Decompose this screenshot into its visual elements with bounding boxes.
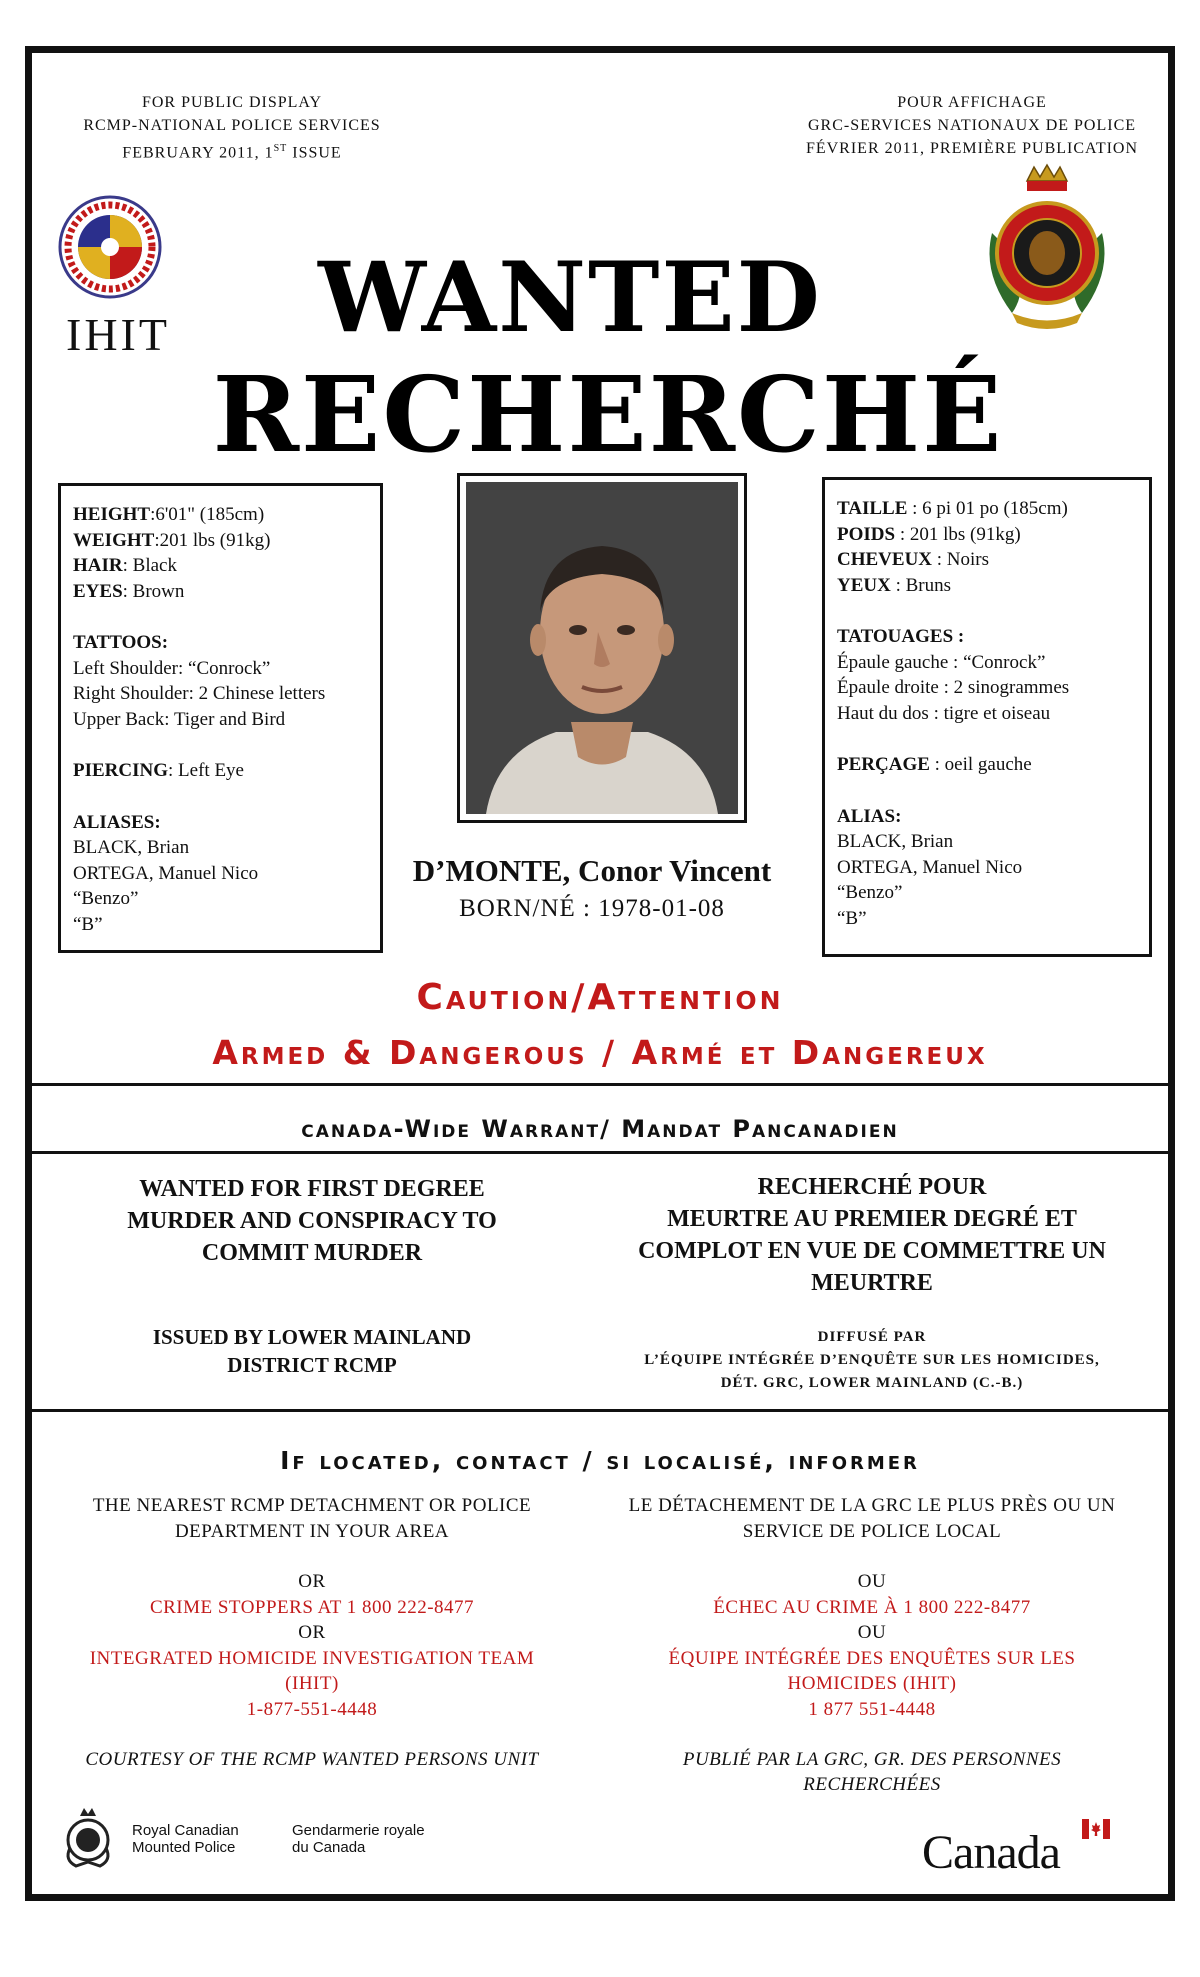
cheveux-row: CHEVEUX : Noirs xyxy=(837,549,990,570)
publication-info-en xyxy=(62,91,402,164)
rcmp-name-line: Mounted Police xyxy=(132,1839,236,1856)
alias-item: “Benzo” xyxy=(73,888,139,909)
armed-dangerous-warning: Armed & Dangerous / Armé et Dangereux xyxy=(212,1033,988,1072)
wanted-poster xyxy=(25,46,1175,1901)
service-line-fr: GRC-SERVICES NATIONAUX DE POLICE xyxy=(807,117,1137,134)
hair-row: HAIR: Black xyxy=(73,555,177,576)
contact-line: DEPARTMENT IN YOUR AREA xyxy=(174,1520,450,1542)
contact-en xyxy=(62,1493,562,1772)
contact-line: THE NEAREST RCMP DETACHMENT OR POLICE xyxy=(92,1495,532,1516)
affichage-line: POUR AFFICHAGE xyxy=(897,94,1047,111)
issue-date-line-fr: FÉVRIER 2011, PREMIÈRE PUBLICATION xyxy=(805,140,1139,157)
contact-fr xyxy=(587,1493,1157,1797)
ou-separator: OU xyxy=(857,1622,887,1643)
crime-stoppers-line: CRIME STOPPERS AT 1 800 222-8477 xyxy=(149,1596,475,1618)
tattoo-item: Left Shoulder: “Conrock” xyxy=(73,657,271,679)
ou-separator: OU xyxy=(857,1571,887,1592)
alias-item: “B” xyxy=(73,913,103,935)
yeux-row: YEUX : Bruns xyxy=(837,574,952,596)
issued-by-fr xyxy=(587,1325,1157,1395)
charge-line: WANTED FOR FIRST DEGREE xyxy=(139,1176,485,1202)
wanted-title: WANTED xyxy=(318,241,822,354)
alias-item-fr: “B” xyxy=(837,907,867,929)
charge-line: MURDER AND CONSPIRACY TO xyxy=(127,1208,497,1234)
height-row: HEIGHT:6'01" (185cm) xyxy=(73,504,265,525)
warrant-banner: canada-Wide Warrant/ Mandat Pancanadien xyxy=(301,1115,899,1143)
description-box-en xyxy=(58,483,383,953)
alias-item-fr: BLACK, Brian xyxy=(837,831,954,852)
canada-flag-icon xyxy=(1082,1819,1110,1839)
taille-row: TAILLE : 6 pi 01 po (185cm) xyxy=(837,498,1068,519)
echec-au-crime-line: ÉCHEC AU CRIME À 1 800 222-8477 xyxy=(713,1596,1031,1618)
ihit-line: (IHIT) xyxy=(285,1673,339,1694)
poids-row: POIDS : 201 lbs (91kg) xyxy=(837,523,1021,545)
mugshot-frame xyxy=(457,473,747,823)
grc-name-line: du Canada xyxy=(292,1839,366,1856)
issued-by-en xyxy=(62,1323,562,1379)
tatouage-item: Épaule droite : 2 sinogrammes xyxy=(837,677,1070,698)
charge-line-fr: RECHERCHÉ POUR xyxy=(757,1174,987,1200)
publication-info-fr xyxy=(777,91,1167,160)
subject-name: D’MONTE, Conor Vincent xyxy=(412,853,772,888)
eyes-row: EYES: Brown xyxy=(73,580,185,602)
grc-name-line: Gendarmerie royale xyxy=(292,1822,425,1839)
rcmp-name-fr xyxy=(292,1822,425,1856)
charges-fr xyxy=(587,1171,1157,1299)
charge-line: COMMIT MURDER xyxy=(201,1240,423,1266)
ihit-phone: 1-877-551-4448 xyxy=(246,1698,378,1720)
charges-en xyxy=(62,1173,562,1269)
or-separator: OR xyxy=(298,1622,326,1643)
alias-item-fr: ORTEGA, Manuel Nico xyxy=(837,856,1023,878)
courtesy-line-fr: PUBLIÉ PAR LA GRC, GR. DES PERSONNES xyxy=(682,1749,1062,1770)
mugshot-photo xyxy=(466,482,738,814)
rcmp-name-line: Royal Canadian xyxy=(132,1822,239,1839)
ihit-line-fr: ÉQUIPE INTÉGRÉE DES ENQUÊTES SUR LES xyxy=(668,1647,1076,1669)
alias-item: BLACK, Brian xyxy=(73,837,190,858)
tatouage-item: Épaule gauche : “Conrock” xyxy=(837,651,1046,673)
divider xyxy=(32,1409,1168,1412)
tattoo-item: Upper Back: Tiger and Bird xyxy=(73,708,286,730)
divider xyxy=(32,1151,1168,1154)
charge-line-fr: COMPLOT EN VUE DE COMMETTRE UN xyxy=(638,1238,1106,1264)
tattoos-label: TATTOOS: xyxy=(73,632,169,653)
rcmp-signature xyxy=(62,1808,442,1868)
contact-line-fr: SERVICE DE POLICE LOCAL xyxy=(742,1520,1002,1542)
divider xyxy=(32,1083,1168,1086)
aliases-label: ALIASES: xyxy=(73,811,161,833)
issued-line: ISSUED BY LOWER MAINLAND xyxy=(152,1325,472,1349)
alias-item: ORTEGA, Manuel Nico xyxy=(73,862,259,884)
charge-line-fr: MEURTRE xyxy=(811,1270,933,1296)
percage-row: PERÇAGE : oeil gauche xyxy=(837,754,1032,775)
courtesy-line: COURTESY OF THE RCMP WANTED PERSONS UNIT xyxy=(85,1749,539,1770)
subject-birthdate: BORN/NÉ : 1978-01-08 xyxy=(459,895,725,922)
description-box-fr xyxy=(822,477,1152,957)
contact-heading: If located, contact / si localisé, informer xyxy=(280,1446,920,1475)
recherche-title: RECHERCHÉ xyxy=(212,353,1004,476)
tattoo-item: Right Shoulder: 2 Chinese letters xyxy=(73,683,326,704)
issued-head-fr: DIFFUSÉ PAR xyxy=(817,1329,927,1345)
alias-item-fr: “Benzo” xyxy=(837,882,903,903)
charge-line-fr: MEURTRE AU PREMIER DEGRÉ ET xyxy=(667,1206,1077,1232)
tatouage-item: Haut du dos : tigre et oiseau xyxy=(837,702,1051,724)
public-display-line: FOR PUBLIC DISPLAY xyxy=(141,94,323,111)
issued-line-fr: DÉT. GRC, LOWER MAINLAND (C.-B.) xyxy=(720,1375,1024,1391)
or-separator: OR xyxy=(298,1571,326,1592)
canada-wordmark: Canada xyxy=(922,1826,1060,1879)
rcmp-name-en xyxy=(132,1822,239,1856)
alias-label: ALIAS: xyxy=(837,805,902,827)
tatouages-label: TATOUAGES : xyxy=(837,626,965,647)
contact-line-fr: LE DÉTACHEMENT DE LA GRC LE PLUS PRÈS OU UN xyxy=(628,1495,1116,1516)
ihit-phone-fr: 1 877 551-4448 xyxy=(808,1698,936,1720)
ihit-wordmark: IHIT xyxy=(66,309,170,360)
piercing-row: PIERCING: Left Eye xyxy=(73,760,244,781)
ihit-line: INTEGRATED HOMICIDE INVESTIGATION TEAM xyxy=(89,1647,535,1669)
weight-row: WEIGHT:201 lbs (91kg) xyxy=(73,529,271,551)
issue-date-line: FEBRUARY 2011, 1ST ISSUE xyxy=(122,143,342,162)
issued-line: DISTRICT RCMP xyxy=(227,1353,397,1377)
rcmp-emblem-icon xyxy=(62,1808,114,1868)
courtesy-line-fr: RECHERCHÉES xyxy=(803,1774,941,1795)
ihit-line-fr: HOMICIDES (IHIT) xyxy=(787,1673,957,1694)
caution-heading: Caution/Attention xyxy=(416,977,784,1018)
issued-line-fr: L’ÉQUIPE INTÉGRÉE D’ENQUÊTE SUR LES HOMICIDES, xyxy=(644,1352,1100,1368)
service-line: RCMP-NATIONAL POLICE SERVICES xyxy=(83,117,381,134)
